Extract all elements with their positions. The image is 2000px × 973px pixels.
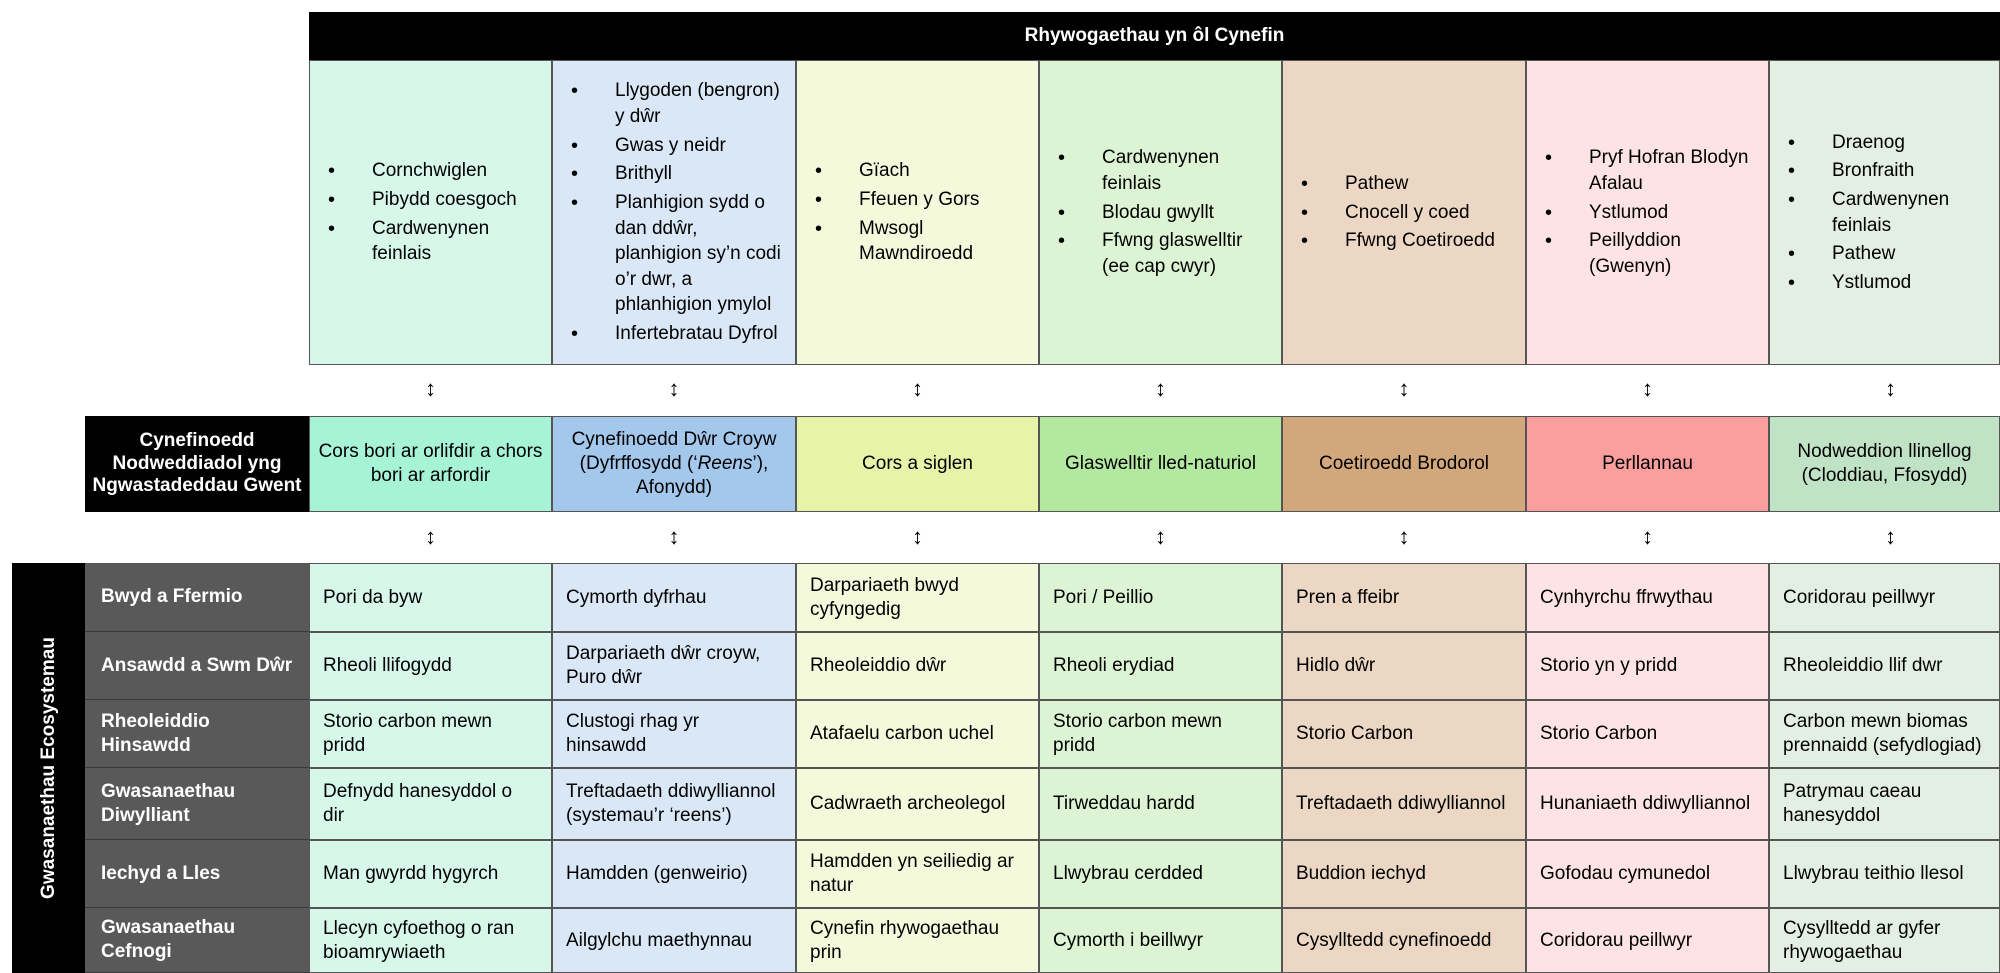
species-item: • Gwas y neidr	[571, 133, 787, 159]
service-cell-text: Cysylltedd cynefinoedd	[1296, 929, 1492, 951]
service-cell	[552, 840, 796, 908]
service-cell-text: Defnydd hanesyddol o dir	[323, 781, 513, 826]
service-cell	[1526, 563, 1769, 632]
service-cell	[1039, 563, 1282, 632]
service-cell-text: Coridorau peillwyr	[1783, 586, 1936, 608]
service-cell	[1039, 908, 1282, 973]
species-item: • Ystlumod	[1788, 270, 1991, 296]
service-cell	[309, 700, 552, 768]
species-item: • Draenog	[1788, 130, 1991, 156]
species-item: • Planhigion sydd o dan ddŵr, planhigion sy’n codi o’r dwr, a phlanhigion ymylol	[571, 190, 787, 318]
species-item: • Bronfraith	[1788, 158, 1991, 184]
species-cell	[1526, 60, 1769, 365]
service-cell	[1282, 700, 1526, 768]
service-cell	[1526, 700, 1769, 768]
species-item: • Gïach	[815, 158, 1030, 184]
habitat-cell	[1282, 416, 1526, 512]
service-cell-text: Pori / Peillio	[1053, 586, 1154, 608]
habitat-label: Cors bori ar orlifdir a chors bori ar arfordir	[318, 441, 543, 486]
up-down-arrow-icon: ↕	[668, 524, 680, 549]
species-item: • Brithyll	[571, 161, 787, 187]
up-down-arrow-icon: ↕	[912, 524, 923, 549]
service-cell	[1526, 908, 1769, 973]
service-cell	[1769, 840, 2000, 908]
service-cell-text: Storio carbon mewn pridd	[323, 711, 492, 756]
up-down-arrow-icon: ↕	[668, 376, 680, 401]
service-cell-text: Darpariaeth bwyd cyfyngedig	[810, 574, 959, 620]
service-row-label: Rheoleiddio Hinsawdd	[85, 700, 309, 768]
service-cell-text: Pori da byw	[323, 586, 423, 608]
species-item: • Ffeuen y Gors	[815, 187, 1030, 213]
service-cell	[309, 632, 552, 700]
habitat-cell	[309, 416, 552, 512]
service-cell-text: Hamdden yn seiliedig ar natur	[810, 851, 1014, 896]
service-cell	[1039, 700, 1282, 768]
habitat-label-part: Cynefinoedd Dŵr Croyw (Dyfrffosydd (‘	[571, 429, 777, 475]
species-item: • Blodau gwyllt	[1058, 200, 1273, 226]
service-row-label: Iechyd a Lles	[85, 840, 309, 908]
service-cell-text: Storio carbon mewn pridd	[1053, 711, 1222, 756]
service-row-label: Ansawdd a Swm Dŵr	[85, 632, 309, 700]
habitat-label: Coetiroedd Brodorol	[1318, 453, 1490, 475]
up-down-arrow-icon: ↕	[1885, 524, 1896, 549]
species-item: • Llygoden (bengron) y dŵr	[571, 78, 787, 129]
species-item: • Cardwenynen feinlais	[1058, 145, 1273, 196]
service-cell-text: Coridorau peillwyr	[1540, 929, 1693, 951]
species-cell	[552, 60, 796, 365]
species-list	[1527, 142, 1768, 282]
up-down-arrow-icon: ↕	[912, 376, 923, 401]
habitat-label: Glaswelltir lled-naturiol	[1064, 453, 1257, 475]
service-cell-text: Pren a ffeibr	[1296, 586, 1400, 608]
service-cell-text: Darpariaeth dŵr croyw, Puro dŵr	[566, 643, 761, 688]
species-cell	[1282, 60, 1526, 365]
service-cell-text: Rheoleiddio dŵr	[810, 655, 947, 677]
species-item: • Ffwng Coetiroedd	[1301, 228, 1495, 254]
habitat-cell	[552, 416, 796, 512]
service-cell-text: Cadwraeth archeolegol	[810, 793, 1006, 815]
habitat-cell	[796, 416, 1039, 512]
species-item: • Cardwenynen feinlais	[1788, 187, 1991, 238]
species-item: • Cardwenynen feinlais	[328, 216, 543, 267]
service-cell-text: Hunaniaeth ddiwylliannol	[1540, 793, 1751, 815]
service-cell	[309, 908, 552, 973]
habitat-label-part: ’), Afonydd)	[635, 453, 769, 498]
service-cell	[1769, 700, 2000, 768]
species-by-habitat-header: Rhywogaethau yn ôl Cynefin	[309, 12, 2000, 60]
species-item: • Pathew	[1301, 171, 1495, 197]
species-list	[1770, 127, 1999, 299]
service-cell-text: Cynhyrchu ffrwythau	[1540, 586, 1713, 608]
up-down-arrow-icon: ↕	[1642, 524, 1653, 549]
service-cell	[1039, 632, 1282, 700]
habitats-row-header: Cynefinoedd Nodweddiadol yng Ngwastadeddau Gwent	[85, 416, 309, 512]
species-cell	[1769, 60, 2000, 365]
service-cell	[796, 563, 1039, 632]
species-item: • Ffwng glaswelltir (ee cap cwyr)	[1058, 228, 1273, 279]
species-item: • Cornchwiglen	[328, 158, 543, 184]
service-cell-text: Storio Carbon	[1540, 723, 1658, 745]
service-cell-text: Cymorth i beillwyr	[1053, 929, 1203, 951]
service-cell	[552, 632, 796, 700]
species-cell	[309, 60, 552, 365]
service-row-label: Gwasanaethau Diwylliant	[85, 768, 309, 840]
up-down-arrow-icon: ↕	[1642, 376, 1653, 401]
service-cell	[1526, 840, 1769, 908]
service-row-label: Bwyd a Ffermio	[85, 563, 309, 632]
service-cell-text: Llwybrau teithio llesol	[1783, 863, 1964, 885]
habitat-cell	[1526, 416, 1769, 512]
service-cell-text: Clustogi rhag yr hinsawdd	[566, 711, 700, 756]
species-item: • Mwsogl Mawndiroedd	[815, 216, 1030, 267]
up-down-arrow-icon: ↕	[1155, 524, 1166, 549]
service-cell	[1769, 563, 2000, 632]
species-list	[797, 155, 1038, 270]
service-cell	[1282, 768, 1526, 840]
service-cell	[1282, 908, 1526, 973]
up-down-arrow-icon: ↕	[1398, 376, 1410, 401]
species-item: • Infertebratau Dyfrol	[571, 321, 787, 347]
service-cell-text: Buddion iechyd	[1296, 863, 1426, 885]
species-item: • Cnocell y coed	[1301, 200, 1495, 226]
service-cell-text: Tirweddau hardd	[1053, 793, 1195, 815]
species-item: • Pibydd coesgoch	[328, 187, 543, 213]
service-cell	[1769, 908, 2000, 973]
service-cell-text: Llwybrau cerdded	[1053, 863, 1203, 885]
habitat-label: Nodweddion llinellog (Cloddiau, Ffosydd)	[1797, 441, 1972, 486]
service-cell	[309, 768, 552, 840]
service-cell	[796, 632, 1039, 700]
service-cell-text: Storio Carbon	[1296, 723, 1414, 745]
service-cell	[1282, 840, 1526, 908]
up-down-arrow-icon: ↕	[1398, 524, 1410, 549]
service-cell-text: Rheoleiddio llif dwr	[1783, 655, 1943, 677]
service-cell	[552, 768, 796, 840]
service-cell	[796, 908, 1039, 973]
up-down-arrow-icon: ↕	[1885, 376, 1896, 401]
service-cell-text: Treftadaeth ddiwylliannol	[1296, 793, 1506, 815]
service-cell-text: Patrymau caeau hanesyddol	[1783, 781, 1922, 826]
species-item: • Ystlumod	[1545, 200, 1760, 226]
species-cell	[796, 60, 1039, 365]
service-cell-text: Cysylltedd ar gyfer rhywogaethau	[1783, 917, 1941, 963]
service-cell	[552, 700, 796, 768]
species-list	[1283, 168, 1503, 257]
habitat-cell	[1769, 416, 2000, 512]
service-cell-text: Gofodau cymunedol	[1540, 863, 1711, 885]
up-down-arrow-icon: ↕	[1155, 376, 1166, 401]
species-list	[1040, 142, 1281, 282]
habitat-label: Perllannau	[1602, 453, 1693, 475]
service-cell	[552, 563, 796, 632]
service-cell	[1769, 632, 2000, 700]
up-down-arrow-icon: ↕	[425, 524, 436, 549]
service-cell	[1039, 840, 1282, 908]
up-down-arrow-icon: ↕	[425, 376, 436, 401]
service-cell	[796, 768, 1039, 840]
service-cell	[309, 563, 552, 632]
service-cell-text: Treftadaeth ddiwylliannol (systemau’r ‘reens’)	[566, 781, 776, 826]
service-cell-text: Hamdden (genweirio)	[566, 863, 748, 885]
habitat-cell	[1039, 416, 1282, 512]
service-cell-text: Man gwyrdd hygyrch	[323, 863, 499, 885]
service-cell	[796, 840, 1039, 908]
habitat-label-italic: Reens	[697, 453, 753, 475]
service-cell-text: Hidlo dŵr	[1296, 655, 1376, 677]
service-row-label: Gwasanaethau Cefnogi	[85, 908, 309, 973]
service-cell-text: Rheoli llifogydd	[323, 655, 452, 677]
service-cell-text: Llecyn cyfoethog o ran bioamrywiaeth	[323, 917, 515, 963]
species-item: • Peillyddion (Gwenyn)	[1545, 228, 1760, 279]
service-cell	[1282, 632, 1526, 700]
species-item: • Pryf Hofran Blodyn Afalau	[1545, 145, 1760, 196]
service-cell-text: Carbon mewn biomas prennaidd (sefydlogiad)	[1783, 711, 1982, 756]
service-cell	[1526, 768, 1769, 840]
service-cell	[552, 908, 796, 973]
service-cell-text: Cynefin rhywogaethau prin	[810, 917, 1000, 963]
service-cell-text: Rheoli erydiad	[1053, 655, 1175, 677]
ecosystem-services-label: Gwasanaethau Ecosystemau	[37, 637, 59, 899]
service-cell-text: Storio yn y pridd	[1540, 655, 1678, 677]
ecosystem-services-side-label	[12, 563, 85, 973]
species-list	[553, 75, 795, 349]
habitat-label: Cors a siglen	[862, 453, 973, 475]
service-cell	[1769, 768, 2000, 840]
service-cell	[796, 700, 1039, 768]
habitat-label	[561, 428, 787, 499]
service-cell-text: Atafaelu carbon uchel	[810, 723, 994, 745]
service-cell	[1282, 563, 1526, 632]
service-cell-text: Cymorth dyfrhau	[566, 586, 707, 608]
service-cell-text: Ailgylchu maethynnau	[566, 929, 752, 951]
species-item: • Pathew	[1788, 241, 1991, 267]
service-cell	[1526, 632, 1769, 700]
service-cell	[309, 840, 552, 908]
species-cell	[1039, 60, 1282, 365]
service-cell	[1039, 768, 1282, 840]
species-list	[310, 155, 551, 270]
